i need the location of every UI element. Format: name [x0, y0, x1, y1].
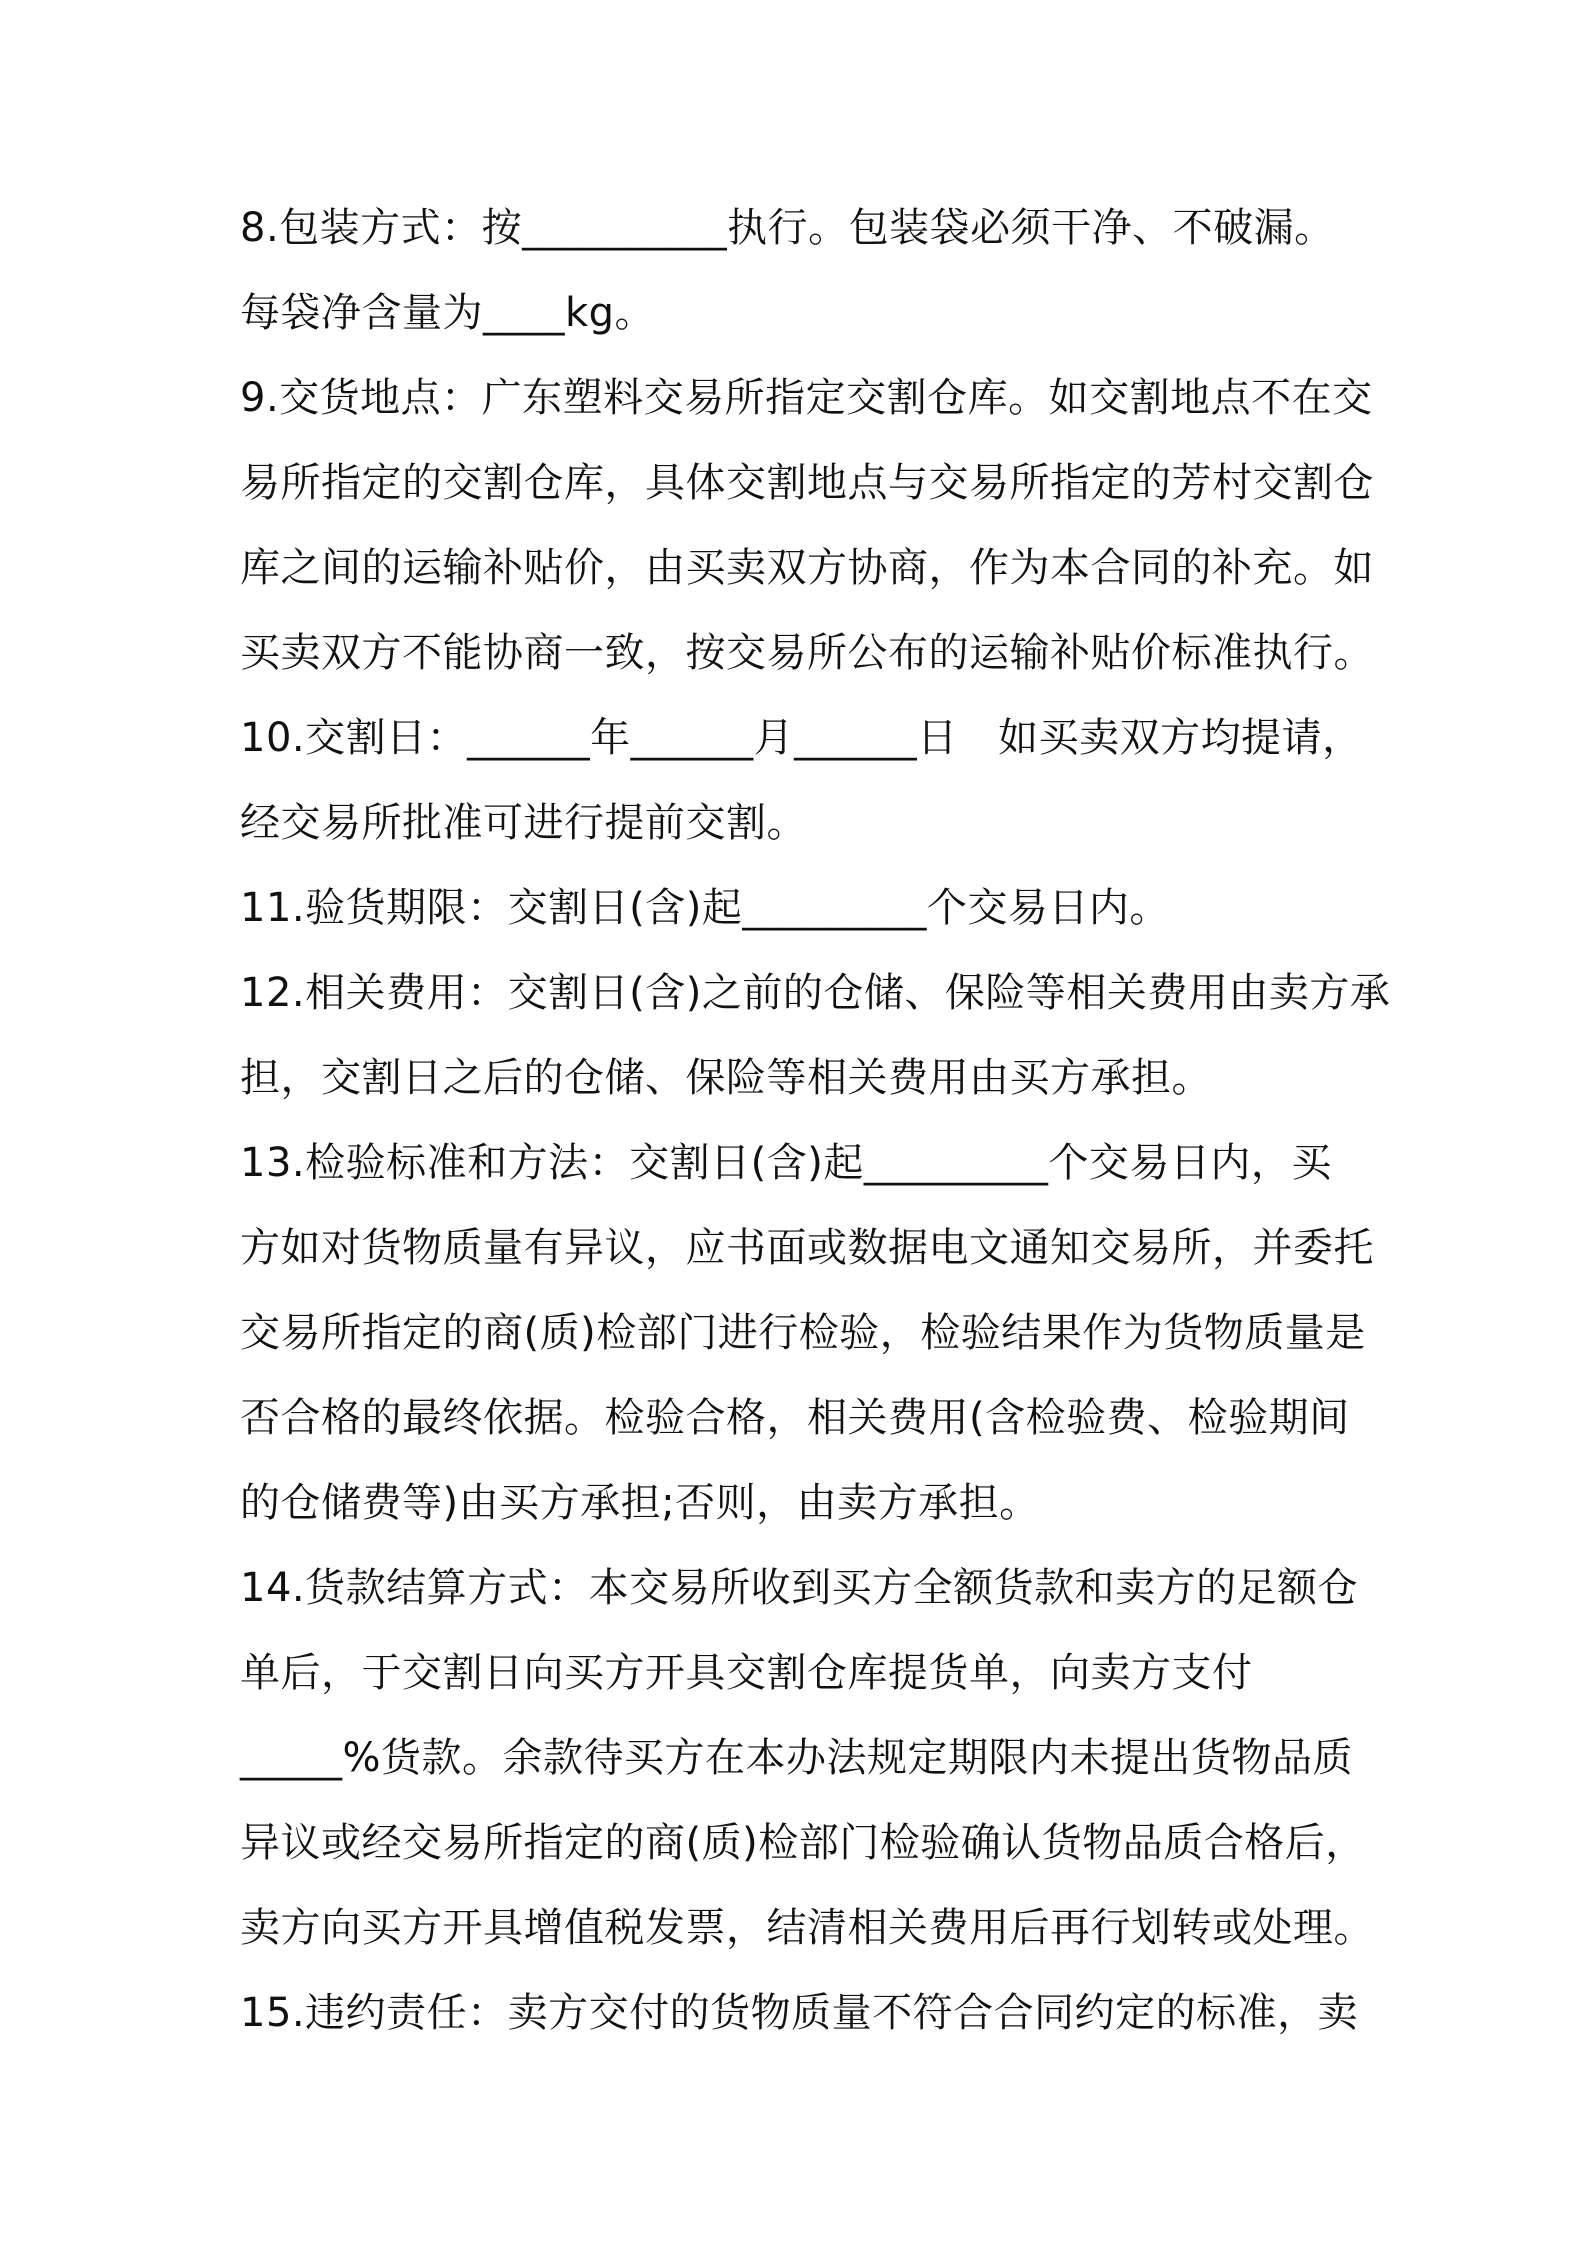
- text-line: 方如对货物质量有异议，应书面或数据电文通知交易所，并委托: [240, 1225, 1374, 1271]
- text-line: 异议或经交易所指定的商(质)检部门检验确认货物品质合格后，: [240, 1820, 1366, 1866]
- text-line: 买卖双方不能协商一致，按交易所公布的运输补贴价标准执行。: [240, 630, 1374, 676]
- text-line: 11.验货期限：交割日(含)起_________个交易日内。: [240, 885, 1170, 931]
- text-line: 卖方向买方开具增值税发票，结清相关费用后再行划转或处理。: [240, 1905, 1374, 1951]
- text-line: 8.包装方式：按__________执行。包装袋必须干净、不破漏。: [240, 205, 1335, 251]
- text-line: 交易所指定的商(质)检部门进行检验，检验结果作为货物质量是: [240, 1310, 1366, 1356]
- text-line: 10.交割日：______年______月______日 如买卖双方均提请，: [240, 715, 1363, 761]
- text-line: 库之间的运输补贴价，由买卖双方协商，作为本合同的补充。如: [240, 545, 1374, 591]
- text-line: 9.交货地点：广东塑料交易所指定交割仓库。如交割地点不在交: [240, 375, 1373, 421]
- text-line: 14.货款结算方式：本交易所收到买方全额货款和卖方的足额仓: [240, 1565, 1359, 1611]
- text-line: 12.相关费用：交割日(含)之前的仓储、保险等相关费用由卖方承: [240, 970, 1391, 1016]
- text-line: 否合格的最终依据。检验合格，相关费用(含检验费、检验期间: [240, 1395, 1350, 1441]
- text-line: 每袋净含量为____kg。: [240, 290, 656, 336]
- text-line: 担，交割日之后的仓储、保险等相关费用由买方承担。: [240, 1055, 1212, 1101]
- text-line: 15.违约责任：卖方交付的货物质量不符合合同约定的标准，卖: [240, 1990, 1359, 2036]
- text-line: 易所指定的交割仓库，具体交割地点与交易所指定的芳村交割仓: [240, 460, 1374, 506]
- text-line: 经交易所批准可进行提前交割。: [240, 800, 807, 846]
- text-line: 单后，于交割日向买方开具交割仓库提货单，向卖方支付: [240, 1650, 1253, 1696]
- text-line: _____%货款。余款待买方在本办法规定期限内未提出货物品质: [240, 1735, 1354, 1781]
- text-line: 13.检验标准和方法：交割日(含)起_________个交易日内，买: [240, 1140, 1332, 1186]
- text-line: 的仓储费等)由买方承担;否则，由卖方承担。: [240, 1480, 1040, 1526]
